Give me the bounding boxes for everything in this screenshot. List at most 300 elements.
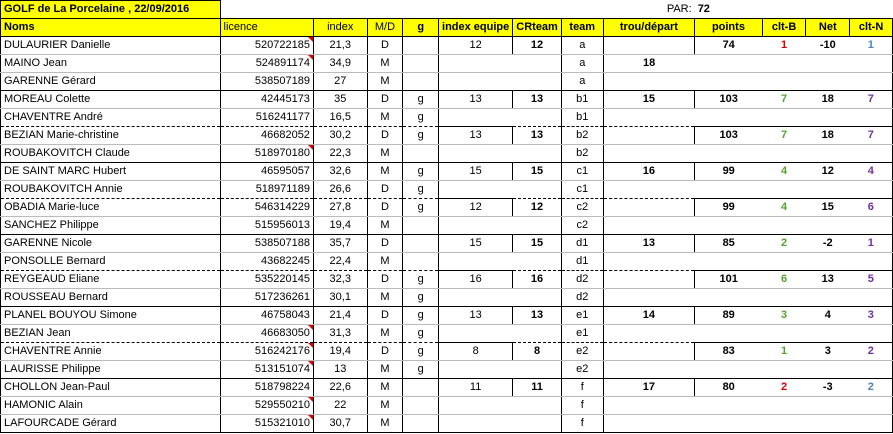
cltb-cell[interactable]: 1 [762,37,806,55]
points-cell[interactable] [695,145,763,163]
player-name[interactable]: SANCHEZ Philippe [1,217,221,235]
licence-cell[interactable]: 516242176 [220,343,313,361]
cltb-cell[interactable] [762,217,806,235]
team-cell[interactable]: c2 [561,217,603,235]
g-cell[interactable]: g [403,163,439,181]
index-equipe-cell[interactable]: 8 [439,343,513,361]
points-cell[interactable]: 99 [695,163,763,181]
md-cell[interactable]: D [367,235,403,253]
points-cell[interactable]: 89 [695,307,763,325]
licence-cell[interactable]: 516241177 [220,109,313,127]
index-cell[interactable]: 19,4 [313,217,367,235]
net-cell[interactable] [806,325,850,343]
crteam-cell[interactable]: 16 [513,271,562,289]
team-cell[interactable]: d2 [561,271,603,289]
player-name[interactable]: CHAVENTRE André [1,109,221,127]
g-cell[interactable] [403,37,439,55]
index-cell[interactable]: 27,8 [313,199,367,217]
cltn-cell[interactable]: 5 [850,271,893,289]
crteam-cell[interactable] [513,217,562,235]
trou-cell[interactable] [603,361,695,379]
cltb-cell[interactable]: 4 [762,199,806,217]
crteam-cell[interactable] [513,289,562,307]
player-name[interactable]: PONSOLLE Bernard [1,253,221,271]
index-cell[interactable]: 22 [313,397,367,415]
team-cell[interactable]: e1 [561,325,603,343]
g-cell[interactable] [403,253,439,271]
md-cell[interactable]: M [367,415,403,433]
points-cell[interactable]: 99 [695,199,763,217]
index-equipe-cell[interactable] [439,109,513,127]
team-cell[interactable]: d1 [561,253,603,271]
player-name[interactable]: ROUBAKOVITCH Annie [1,181,221,199]
cltb-cell[interactable] [762,325,806,343]
licence-cell[interactable]: 518970180 [220,145,313,163]
licence-cell[interactable]: 520722185 [220,37,313,55]
net-cell[interactable]: 18 [806,127,850,145]
cltn-cell[interactable]: 1 [850,37,893,55]
index-cell[interactable]: 35 [313,91,367,109]
team-cell[interactable]: e1 [561,307,603,325]
player-name[interactable]: BEZIAN Marie-christine [1,127,221,145]
net-cell[interactable] [806,397,850,415]
header-g[interactable]: g [403,19,439,37]
cltn-cell[interactable] [850,109,893,127]
team-cell[interactable]: a [561,73,603,91]
cltn-cell[interactable]: 7 [850,127,893,145]
player-name[interactable]: MOREAU Colette [1,91,221,109]
index-cell[interactable]: 21,4 [313,307,367,325]
g-cell[interactable] [403,397,439,415]
trou-cell[interactable]: 17 [603,379,695,397]
team-cell[interactable]: e2 [561,361,603,379]
md-cell[interactable]: D [367,181,403,199]
crteam-cell[interactable]: 11 [513,379,562,397]
cltb-cell[interactable]: 7 [762,91,806,109]
net-cell[interactable]: 13 [806,271,850,289]
cltb-cell[interactable] [762,181,806,199]
trou-cell[interactable] [603,145,695,163]
points-cell[interactable] [695,55,763,73]
licence-cell[interactable]: 518798224 [220,379,313,397]
player-name[interactable]: OBADIA Marie-luce [1,199,221,217]
header-licence[interactable]: licence [220,19,313,37]
cltn-cell[interactable] [850,181,893,199]
trou-cell[interactable] [603,37,695,55]
cltb-cell[interactable]: 3 [762,307,806,325]
md-cell[interactable]: M [367,397,403,415]
team-cell[interactable]: b2 [561,127,603,145]
crteam-cell[interactable] [513,145,562,163]
md-cell[interactable]: D [367,307,403,325]
points-cell[interactable] [695,361,763,379]
g-cell[interactable] [403,415,439,433]
team-cell[interactable]: d2 [561,289,603,307]
index-cell[interactable]: 13 [313,361,367,379]
index-cell[interactable]: 32,3 [313,271,367,289]
player-name[interactable]: CHAVENTRE Annie [1,343,221,361]
md-cell[interactable]: M [367,73,403,91]
licence-cell[interactable]: 535220145 [220,271,313,289]
licence-cell[interactable]: 529550210 [220,397,313,415]
header-index[interactable]: index [313,19,367,37]
cltb-cell[interactable] [762,361,806,379]
md-cell[interactable]: M [367,217,403,235]
md-cell[interactable]: M [367,145,403,163]
licence-cell[interactable]: 46595057 [220,163,313,181]
licence-cell[interactable]: 515321010 [220,415,313,433]
par-value[interactable]: 72 [697,2,710,15]
cltb-cell[interactable] [762,397,806,415]
cltn-cell[interactable]: 7 [850,91,893,109]
licence-cell[interactable]: 42445173 [220,91,313,109]
md-cell[interactable]: D [367,271,403,289]
header-cltb[interactable]: clt-B [762,19,806,37]
player-name[interactable]: ROUSSEAU Bernard [1,289,221,307]
player-name[interactable]: MAINO Jean [1,55,221,73]
cltb-cell[interactable] [762,73,806,91]
cltn-cell[interactable] [850,217,893,235]
g-cell[interactable]: g [403,289,439,307]
player-name[interactable]: DULAURIER Danielle [1,37,221,55]
g-cell[interactable] [403,55,439,73]
index-cell[interactable]: 22,4 [313,253,367,271]
trou-cell[interactable]: 16 [603,163,695,181]
player-name[interactable]: ROUBAKOVITCH Claude [1,145,221,163]
net-cell[interactable]: -10 [806,37,850,55]
crteam-cell[interactable] [513,361,562,379]
index-equipe-cell[interactable]: 12 [439,199,513,217]
points-cell[interactable] [695,181,763,199]
index-equipe-cell[interactable]: 15 [439,163,513,181]
team-cell[interactable]: f [561,397,603,415]
index-cell[interactable]: 30,1 [313,289,367,307]
cltn-cell[interactable] [850,253,893,271]
player-name[interactable]: GARENNE Nicole [1,235,221,253]
licence-cell[interactable]: 46683050 [220,325,313,343]
index-equipe-cell[interactable] [439,397,513,415]
cltb-cell[interactable]: 4 [762,163,806,181]
md-cell[interactable]: D [367,199,403,217]
licence-cell[interactable]: 515956013 [220,217,313,235]
md-cell[interactable]: M [367,361,403,379]
index-equipe-cell[interactable] [439,325,513,343]
index-equipe-cell[interactable]: 11 [439,379,513,397]
g-cell[interactable]: g [403,325,439,343]
index-cell[interactable]: 27 [313,73,367,91]
index-equipe-cell[interactable] [439,181,513,199]
cltb-cell[interactable] [762,289,806,307]
team-cell[interactable]: d1 [561,235,603,253]
player-name[interactable]: HAMONIC Alain [1,397,221,415]
licence-cell[interactable]: 538507188 [220,235,313,253]
cltb-cell[interactable]: 2 [762,379,806,397]
index-equipe-cell[interactable]: 12 [439,37,513,55]
cltb-cell[interactable]: 6 [762,271,806,289]
net-cell[interactable]: 3 [806,343,850,361]
net-cell[interactable] [806,361,850,379]
header-net[interactable]: Net [806,19,850,37]
header-trou[interactable]: trou/départ [603,19,695,37]
points-cell[interactable] [695,397,763,415]
header-team[interactable]: team [561,19,603,37]
g-cell[interactable]: g [403,127,439,145]
points-cell[interactable]: 103 [695,127,763,145]
cltn-cell[interactable]: 4 [850,163,893,181]
trou-cell[interactable] [603,343,695,361]
g-cell[interactable]: g [403,181,439,199]
sheet-title[interactable]: GOLF de La Porcelaine , 22/09/2016 [1,1,221,19]
crteam-cell[interactable]: 15 [513,163,562,181]
cltb-cell[interactable] [762,415,806,433]
cltn-cell[interactable]: 2 [850,343,893,361]
net-cell[interactable] [806,73,850,91]
cltn-cell[interactable] [850,325,893,343]
player-name[interactable]: BEZIAN Jean [1,325,221,343]
team-cell[interactable]: c2 [561,199,603,217]
header-crteam[interactable]: CRteam [513,19,562,37]
licence-cell[interactable]: 513151074 [220,361,313,379]
crteam-cell[interactable]: 13 [513,307,562,325]
g-cell[interactable] [403,145,439,163]
g-cell[interactable] [403,217,439,235]
crteam-cell[interactable] [513,55,562,73]
md-cell[interactable]: M [367,55,403,73]
player-name[interactable]: PLANEL BOUYOU Simone [1,307,221,325]
trou-cell[interactable] [603,73,695,91]
md-cell[interactable]: D [367,343,403,361]
crteam-cell[interactable]: 15 [513,235,562,253]
header-md[interactable]: M/D [367,19,403,37]
crteam-cell[interactable]: 12 [513,199,562,217]
index-equipe-cell[interactable] [439,217,513,235]
index-equipe-cell[interactable] [439,289,513,307]
cltn-cell[interactable] [850,289,893,307]
points-cell[interactable] [695,289,763,307]
cltb-cell[interactable]: 1 [762,343,806,361]
trou-cell[interactable] [603,217,695,235]
player-name[interactable]: REYGEAUD Eliane [1,271,221,289]
net-cell[interactable] [806,415,850,433]
g-cell[interactable]: g [403,361,439,379]
crteam-cell[interactable]: 12 [513,37,562,55]
index-cell[interactable]: 34,9 [313,55,367,73]
index-equipe-cell[interactable] [439,415,513,433]
net-cell[interactable] [806,145,850,163]
md-cell[interactable]: M [367,325,403,343]
index-equipe-cell[interactable]: 13 [439,307,513,325]
net-cell[interactable]: 15 [806,199,850,217]
team-cell[interactable]: f [561,379,603,397]
header-points[interactable]: points [695,19,763,37]
points-cell[interactable]: 85 [695,235,763,253]
team-cell[interactable]: b1 [561,91,603,109]
index-equipe-cell[interactable]: 13 [439,127,513,145]
licence-cell[interactable]: 46682052 [220,127,313,145]
team-cell[interactable]: f [561,415,603,433]
index-cell[interactable]: 26,6 [313,181,367,199]
header-index-equipe[interactable]: index equipe [439,19,513,37]
trou-cell[interactable] [603,109,695,127]
trou-cell[interactable] [603,397,695,415]
crteam-cell[interactable] [513,109,562,127]
cltb-cell[interactable] [762,109,806,127]
net-cell[interactable] [806,181,850,199]
net-cell[interactable] [806,55,850,73]
cltn-cell[interactable]: 2 [850,379,893,397]
cltn-cell[interactable] [850,145,893,163]
points-cell[interactable]: 83 [695,343,763,361]
net-cell[interactable]: -2 [806,235,850,253]
cltn-cell[interactable]: 6 [850,199,893,217]
licence-cell[interactable]: 517236261 [220,289,313,307]
cltb-cell[interactable] [762,55,806,73]
crteam-cell[interactable] [513,397,562,415]
crteam-cell[interactable] [513,73,562,91]
index-cell[interactable]: 32,6 [313,163,367,181]
player-name[interactable]: CHOLLON Jean-Paul [1,379,221,397]
g-cell[interactable]: g [403,271,439,289]
index-equipe-cell[interactable] [439,253,513,271]
header-cltn[interactable]: clt-N [850,19,893,37]
points-cell[interactable]: 80 [695,379,763,397]
points-cell[interactable]: 74 [695,37,763,55]
index-cell[interactable]: 30,2 [313,127,367,145]
crteam-cell[interactable] [513,415,562,433]
net-cell[interactable]: 4 [806,307,850,325]
index-cell[interactable]: 22,3 [313,145,367,163]
team-cell[interactable]: a [561,55,603,73]
team-cell[interactable]: c1 [561,181,603,199]
net-cell[interactable] [806,253,850,271]
team-cell[interactable]: b1 [561,109,603,127]
index-cell[interactable]: 19,4 [313,343,367,361]
trou-cell[interactable]: 14 [603,307,695,325]
index-cell[interactable]: 31,3 [313,325,367,343]
md-cell[interactable]: D [367,91,403,109]
g-cell[interactable]: g [403,199,439,217]
header-noms[interactable]: Noms [1,19,221,37]
team-cell[interactable]: c1 [561,163,603,181]
trou-cell[interactable] [603,127,695,145]
trou-cell[interactable] [603,199,695,217]
index-equipe-cell[interactable] [439,361,513,379]
points-cell[interactable]: 103 [695,91,763,109]
g-cell[interactable] [403,73,439,91]
crteam-cell[interactable] [513,325,562,343]
g-cell[interactable]: g [403,91,439,109]
trou-cell[interactable] [603,181,695,199]
cltb-cell[interactable]: 2 [762,235,806,253]
index-equipe-cell[interactable]: 16 [439,271,513,289]
md-cell[interactable]: M [367,163,403,181]
team-cell[interactable]: e2 [561,343,603,361]
net-cell[interactable] [806,217,850,235]
crteam-cell[interactable] [513,253,562,271]
md-cell[interactable]: M [367,289,403,307]
licence-cell[interactable]: 46758043 [220,307,313,325]
player-name[interactable]: GARENNE Gérard [1,73,221,91]
licence-cell[interactable]: 43682245 [220,253,313,271]
g-cell[interactable]: g [403,109,439,127]
cltb-cell[interactable] [762,145,806,163]
md-cell[interactable]: D [367,37,403,55]
net-cell[interactable]: -3 [806,379,850,397]
g-cell[interactable] [403,235,439,253]
licence-cell[interactable]: 546314229 [220,199,313,217]
index-cell[interactable]: 21,3 [313,37,367,55]
cltn-cell[interactable]: 3 [850,307,893,325]
index-equipe-cell[interactable]: 15 [439,235,513,253]
index-equipe-cell[interactable] [439,73,513,91]
index-cell[interactable]: 22,6 [313,379,367,397]
cltb-cell[interactable] [762,253,806,271]
trou-cell[interactable]: 15 [603,91,695,109]
cltn-cell[interactable] [850,361,893,379]
cltn-cell[interactable] [850,415,893,433]
points-cell[interactable] [695,253,763,271]
g-cell[interactable] [403,379,439,397]
points-cell[interactable] [695,109,763,127]
player-name[interactable]: DE SAINT MARC Hubert [1,163,221,181]
trou-cell[interactable] [603,253,695,271]
player-name[interactable]: LAFOURCADE Gérard [1,415,221,433]
points-cell[interactable] [695,217,763,235]
md-cell[interactable]: M [367,109,403,127]
licence-cell[interactable]: 524891174 [220,55,313,73]
md-cell[interactable]: M [367,253,403,271]
crteam-cell[interactable] [513,181,562,199]
md-cell[interactable]: M [367,379,403,397]
index-cell[interactable]: 30,7 [313,415,367,433]
points-cell[interactable] [695,325,763,343]
points-cell[interactable]: 101 [695,271,763,289]
crteam-cell[interactable]: 13 [513,127,562,145]
index-equipe-cell[interactable]: 13 [439,91,513,109]
trou-cell[interactable]: 18 [603,55,695,73]
crteam-cell[interactable]: 13 [513,91,562,109]
trou-cell[interactable] [603,289,695,307]
trou-cell[interactable] [603,415,695,433]
index-equipe-cell[interactable] [439,145,513,163]
cltn-cell[interactable] [850,55,893,73]
cltn-cell[interactable] [850,397,893,415]
net-cell[interactable] [806,109,850,127]
trou-cell[interactable] [603,325,695,343]
index-equipe-cell[interactable] [439,55,513,73]
cltb-cell[interactable]: 7 [762,127,806,145]
licence-cell[interactable]: 538507189 [220,73,313,91]
trou-cell[interactable] [603,271,695,289]
md-cell[interactable]: D [367,127,403,145]
par-label[interactable]: PAR: [666,2,692,15]
g-cell[interactable]: g [403,307,439,325]
points-cell[interactable] [695,415,763,433]
index-cell[interactable]: 35,7 [313,235,367,253]
net-cell[interactable]: 18 [806,91,850,109]
trou-cell[interactable]: 13 [603,235,695,253]
net-cell[interactable]: 12 [806,163,850,181]
cltn-cell[interactable] [850,73,893,91]
team-cell[interactable]: b2 [561,145,603,163]
index-cell[interactable]: 16,5 [313,109,367,127]
points-cell[interactable] [695,73,763,91]
cltn-cell[interactable]: 1 [850,235,893,253]
licence-cell[interactable]: 518971189 [220,181,313,199]
team-cell[interactable]: a [561,37,603,55]
g-cell[interactable]: g [403,343,439,361]
player-name[interactable]: LAURISSE Philippe [1,361,221,379]
